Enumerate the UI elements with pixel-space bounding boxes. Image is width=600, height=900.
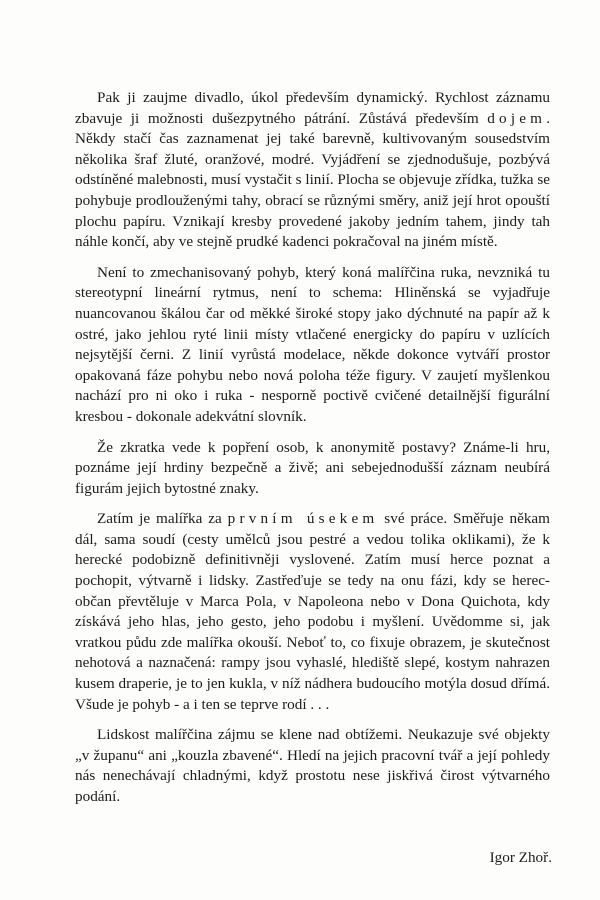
text-run: své práce. Směřuje někam dál, sama soudí (cesty umělců jsou pestré a vedou tolika oklikami), že k herecké podobizně definitivněji vyslovené. Zatím musí herce poznat a pochopit, výtvarně i lidsky. Zastřeďuje se tedy na onu fázi, kdy se herec-občan převtěluje v Marca Pola, v Napoleona nebo v Dona Quichota, kdy získává jeho hlas, jeho gesto, jeho podobu i myšlení. Uvědomme si, jak vratkou půdu zde malířka okouší. Neboť to, co fixuje obrazem, je skutečnost nehotová a naznačená: rampy jsou vyhaslé, hlediště slepé, kostym nahrazen kusem draperie, je to jen kukla, v níž nádhera budoucího motýla dosud dřímá. Všude je pohyb - a i ten se teprve rodí . . .: [75, 510, 550, 713]
spaced-emphasis: dojem: [487, 109, 547, 127]
paragraph-4: [75, 509, 550, 715]
spaced-emphasis: prvním úsekem: [227, 510, 379, 528]
paragraph-1: [75, 88, 550, 253]
text-run: . Někdy stačí čas zaznamenat jej také barevně, kultivovaným sousedstvím několika šraf žluté, oranžové, modré. Vyjádření se zjednodušuje, pozbývá odstíněné malebnosti, musí vystačit s linií. Plocha se objevuje zřídka, tužka se pohybuje prodlouženými tahy, obrací se různými směry, aniž její hrot opouští plochu papíru. Vznikají kresby provedené jakoby jedním tahem, jindy tah náhle končí, aby ve stejně prudké kadenci pokračoval na jiném místě.: [75, 109, 550, 251]
text-run: Lidskost malířčina zájmu se klene nad obtížemi. Neukazuje své objekty „v županu“ ani „kouzla zbavené“. Hledí na jejich pracovní tvář a její pohledy nás nenechávají chladnými, když prostotu nese jiskřivá čirost výtvarného podání.: [75, 726, 550, 805]
text-run: Že zkratka vede k popření osob, k anonymitě postavy? Známe-li hru, poznáme její hrdiny bezpečně a živě; ani sebejednodušší záznam neubírá figurám jejich bytostné znaky.: [75, 438, 550, 497]
paragraph-3: [75, 438, 550, 500]
text-run: Pak ji zaujme divadlo, úkol především dynamický. Rychlost záznamu zbavuje ji možnosti dušezpytného pátrání. Zůstává především: [75, 89, 550, 127]
text-run: Zatím je malířka za: [97, 510, 228, 528]
text-run: Není to zmechanisovaný pohyb, který koná malířčina ruka, nevzniká tu stereotypní lineární rytmus, není to schema: Hliněnská se vyjadřuje nuancovanou škálou čar od měkké široké stopy jako dýchnuté na papír až k ostré, jako jehlou ryté linii místy vtlačené energicky do papíru v uzlících nejsytější černi. Z linií vyrůstá modelace, někde dokonce vytváří prostor opakovaná fáze pohybu nebo nová poloha téže figury. V zaujetí myšlenkou nachází pro ni oko i ruka - nesporně poctivě cvičené detailnější figurální kresbou - dokonale adekvátní slovník.: [75, 263, 550, 425]
author-signature: Igor Zhoř.: [489, 849, 552, 866]
paragraph-2: [75, 263, 550, 428]
article-body: [75, 88, 550, 808]
paragraph-5: [75, 725, 550, 807]
